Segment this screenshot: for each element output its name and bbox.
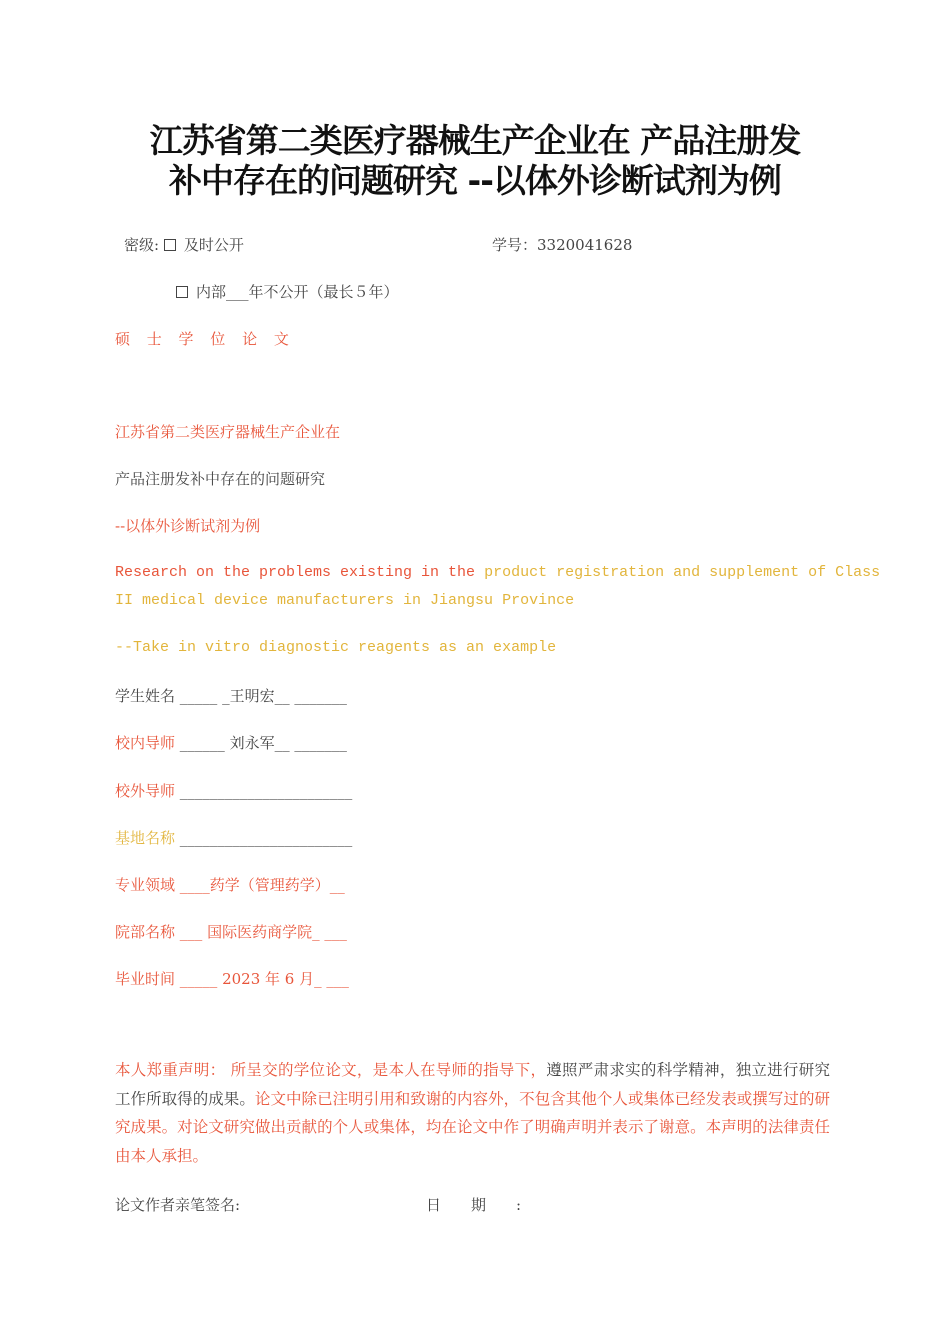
field-value: _______________________	[179, 829, 353, 847]
field-label: 校内导师	[115, 734, 176, 752]
secrecy-row	[124, 234, 244, 255]
student-id: 学号：3320041628	[492, 236, 633, 254]
date-label: 日 期 :	[426, 1196, 522, 1214]
declaration-part-1: 本人郑重声明： 所呈交的学位论文，是本人在导师的指导下，	[115, 1061, 547, 1079]
degree-type: 硕 士 学 位 论 文	[115, 330, 295, 348]
field-school	[115, 921, 347, 942]
title-line-1: 江苏省第二类医疗器械生产企业在 产品注册发	[149, 121, 801, 160]
cn-title-1: 江苏省第二类医疗器械生产企业在	[115, 423, 341, 441]
field-value: _____ _王明宏__ _______	[179, 687, 347, 705]
field-external-advisor	[115, 780, 352, 801]
declaration	[115, 1056, 830, 1170]
field-value: ______ 刘永军__ _______	[179, 734, 347, 752]
field-label: 学生姓名	[115, 687, 176, 705]
field-value: _______________________	[179, 782, 353, 800]
field-label: 校外导师	[115, 782, 176, 800]
field-student	[115, 685, 347, 706]
field-label: 专业领域	[115, 876, 176, 894]
en-title-2: II medical device manufacturers in Jiangsu Province	[115, 592, 575, 609]
option-public: 及时公开	[183, 236, 244, 254]
secrecy-row-2	[176, 281, 399, 302]
field-graduation	[115, 968, 349, 989]
en-title-3: --Take in vitro diagnostic reagents as an example	[115, 639, 557, 656]
field-major	[115, 874, 345, 895]
en-title-yellow: product registration and supplement of Class	[484, 564, 881, 581]
field-internal-advisor	[115, 732, 347, 753]
title-line-2: 补中存在的问题研究 --以体外诊断试剂为例	[169, 161, 781, 200]
field-value: ___ 国际医药商学院_ ___	[179, 923, 347, 941]
cn-title-3: --以体外诊断试剂为例	[115, 517, 261, 535]
field-base	[115, 827, 352, 848]
declaration-part-2: 遵照严肃求实的科学精神，独立进行研究工作所取得的成果。	[115, 1061, 830, 1108]
secrecy-label: 密级:	[124, 236, 160, 254]
en-title-1	[115, 564, 880, 581]
checkbox-public[interactable]	[164, 239, 176, 251]
signature-label: 论文作者亲笔签名:	[115, 1196, 241, 1214]
cn-title-2: 产品注册发补中存在的问题研究	[115, 470, 326, 488]
declaration-part-3: 论文中除已注明引用和致谢的内容外，不包含其他个人或集体已经发表或撰写过的研究成果。对论文研究做出贡献的个人或集体，均在论文中作了明确声明并表示了谢意。本声明的法律责任由本人承担。	[115, 1089, 830, 1165]
option-internal: 内部___年不公开（最长５年）	[196, 283, 399, 301]
field-label: 院部名称	[115, 923, 176, 941]
en-title-red: Research on the problems existing in the	[115, 564, 485, 581]
checkbox-internal[interactable]	[176, 286, 188, 298]
field-label: 毕业时间	[115, 970, 176, 988]
field-label: 基地名称	[115, 829, 176, 847]
field-value: _____ 2023 年 6 月_ ___	[179, 970, 349, 988]
field-value: ____药学（管理药学）__	[179, 876, 345, 894]
